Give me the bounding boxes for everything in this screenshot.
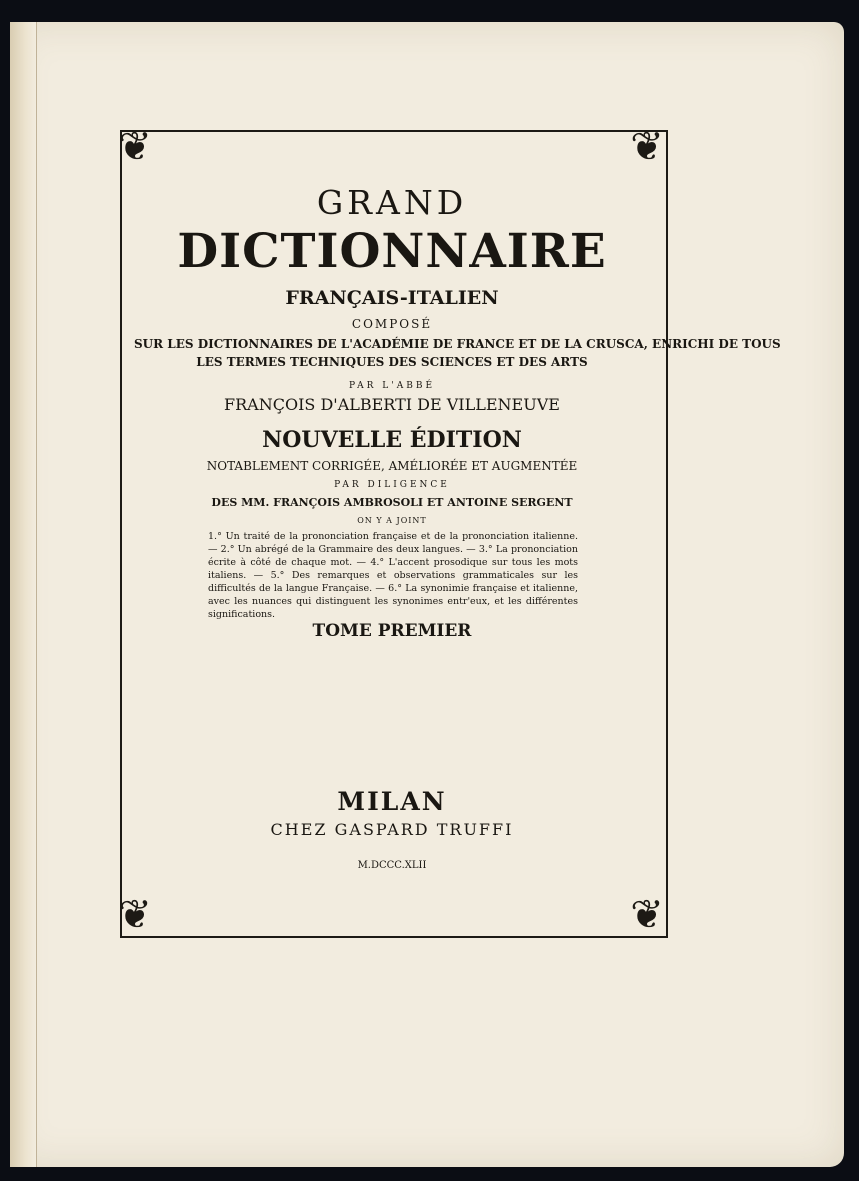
floral-corner-ornament-icon: ❦ bbox=[630, 124, 664, 170]
subtitle-francais-italien: FRANÇAIS-ITALIEN bbox=[285, 287, 499, 309]
title-dictionnaire: DICTIONNAIRE bbox=[177, 224, 607, 279]
compose-label: COMPOSÉ bbox=[351, 317, 433, 331]
sources-line: SUR LES DICTIONNAIRES DE L'ACADÉMIE DE FRANCE ET DE LA CRUSCA, ENRICHI DE TOUS bbox=[134, 337, 781, 351]
editors-line: DES MM. FRANÇOIS AMBROSOLI ET ANTOINE SERGENT bbox=[211, 496, 573, 509]
publication-date: M.DCCC.XLII bbox=[357, 860, 427, 871]
publication-city: MILAN bbox=[337, 787, 447, 816]
floral-corner-ornament-icon: ❦ bbox=[118, 892, 152, 938]
author-name: FRANÇOIS D'ALBERTI DE VILLENEUVE bbox=[224, 395, 560, 414]
edition-note: NOTABLEMENT CORRIGÉE, AMÉLIORÉE ET AUGMENTÉE bbox=[206, 459, 578, 473]
floral-corner-ornament-icon: ❦ bbox=[630, 892, 664, 938]
publisher-name: CHEZ GASPARD TRUFFI bbox=[270, 820, 514, 839]
book-spine-edge bbox=[10, 22, 37, 1167]
volume-label: TOME PREMIER bbox=[312, 621, 472, 641]
floral-corner-ornament-icon: ❦ bbox=[118, 124, 152, 170]
terms-line: LES TERMES TECHNIQUES DES SCIENCES ET DES ARTS bbox=[196, 355, 588, 369]
par-label: PAR L'ABBÉ bbox=[348, 381, 436, 391]
contents-paragraph: 1.° Un traité de la prononciation française et de la prononciation italienne. — 2.° Un abrégé de la Grammaire des deux langues. — 3.° La prononciation écrite à côté de chaque mot. — 4.° L'accent prosodique sur tous les mots italiens. — 5.° Des remarques et observations grammaticales sur les difficultés de la langue Française. — 6.° La synonimie française et italienne, avec les nuances qui distinguent les synonimes entr'eux, et les différentes significations. bbox=[208, 531, 578, 620]
diligence-label: PAR DILIGENCE bbox=[334, 480, 450, 490]
on-y-a-joint-label: ON Y A JOINT bbox=[357, 516, 427, 525]
title-grand: GRAND bbox=[316, 183, 468, 222]
edition-heading: NOUVELLE ÉDITION bbox=[262, 427, 522, 453]
